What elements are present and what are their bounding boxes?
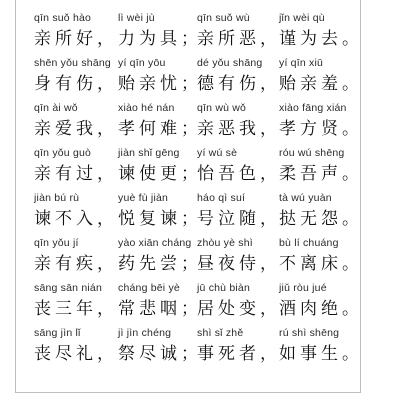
pinyin-phrase: cháng bēi yè	[118, 282, 180, 294]
hanzi-phrase: 亲有疾，	[34, 254, 118, 274]
pinyin-phrase: qīn wù wǒ	[197, 102, 247, 114]
hanzi-phrase: 德有伤，	[197, 74, 281, 94]
pinyin-phrase: sāng sān nián	[34, 282, 102, 294]
pinyin-phrase: yí qīn xiū	[279, 57, 324, 69]
hanzi-phrase: 亲所恶，	[197, 29, 281, 49]
verse-line-3	[34, 102, 363, 144]
verse-line-8	[34, 327, 363, 369]
verse-line-2	[34, 57, 363, 99]
pinyin-phrase: háo qì suí	[197, 192, 246, 204]
hanzi-phrase: 柔吾声。	[279, 164, 363, 184]
pinyin-phrase: jiàn bú rù	[34, 192, 80, 204]
pinyin-phrase: xiào fāng xián	[279, 102, 347, 114]
pinyin-phrase: jū chù biàn	[197, 282, 250, 294]
hanzi-phrase: 亲所好，	[34, 29, 118, 49]
hanzi-phrase: 谏使更；	[118, 164, 202, 184]
hanzi-phrase: 昼夜侍，	[197, 254, 281, 274]
hanzi-phrase: 不离床。	[279, 254, 363, 274]
hanzi-phrase: 丧尽礼，	[34, 344, 118, 364]
hanzi-phrase: 祭尽诚；	[118, 344, 202, 364]
pinyin-phrase: sāng jìn lǐ	[34, 327, 81, 339]
hanzi-phrase: 如事生。	[279, 344, 363, 364]
verse-line-6	[34, 237, 363, 279]
verse-line-4	[34, 147, 363, 189]
hanzi-phrase: 酒肉绝。	[279, 299, 363, 319]
pinyin-phrase: jiàn shǐ gēng	[118, 147, 180, 159]
hanzi-phrase: 贻亲忧；	[118, 74, 202, 94]
pinyin-phrase: tà wú yuàn	[279, 192, 332, 204]
hanzi-phrase: 身有伤，	[34, 74, 118, 94]
pinyin-phrase: rú shì shēng	[279, 327, 340, 339]
pinyin-phrase: yí qīn yōu	[118, 57, 166, 69]
pinyin-phrase: zhòu yè shì	[197, 237, 253, 249]
pinyin-phrase: jì jìn chéng	[118, 327, 172, 339]
pinyin-phrase: qīn yǒu jí	[34, 237, 79, 249]
pinyin-phrase: bù lí chuáng	[279, 237, 339, 249]
pinyin-phrase: shēn yǒu shāng	[34, 57, 111, 69]
hanzi-phrase: 挞无怨。	[279, 209, 363, 229]
pinyin-phrase: yuè fù jiàn	[118, 192, 169, 204]
verse-line-5	[34, 192, 363, 234]
pinyin-phrase: xiào hé nán	[118, 102, 175, 114]
pinyin-phrase: jǐn wèi qù	[279, 12, 325, 24]
pinyin-phrase: shì sǐ zhě	[197, 327, 244, 339]
hanzi-phrase: 孝方贤。	[279, 119, 363, 139]
hanzi-phrase: 孝何难；	[118, 119, 202, 139]
hanzi-phrase: 亲有过，	[34, 164, 118, 184]
pinyin-phrase: jiǔ ròu jué	[279, 282, 327, 294]
hanzi-phrase: 力为具；	[118, 29, 202, 49]
hanzi-phrase: 贻亲羞。	[279, 74, 363, 94]
hanzi-phrase: 谨为去。	[279, 29, 363, 49]
pinyin-phrase: qīn suǒ wù	[197, 12, 250, 24]
hanzi-phrase: 悦复谏；	[118, 209, 202, 229]
pinyin-phrase: qīn suǒ hào	[34, 12, 92, 24]
hanzi-phrase: 常悲咽；	[118, 299, 202, 319]
pinyin-phrase: lì wèi jù	[118, 12, 155, 24]
pinyin-phrase: dé yǒu shāng	[197, 57, 263, 69]
hanzi-phrase: 怡吾色，	[197, 164, 281, 184]
hanzi-phrase: 事死者，	[197, 344, 281, 364]
hanzi-phrase: 谏不入，	[34, 209, 118, 229]
hanzi-phrase: 号泣随，	[197, 209, 281, 229]
pinyin-phrase: yào xiān cháng	[118, 237, 192, 249]
hanzi-phrase: 丧三年，	[34, 299, 118, 319]
pinyin-phrase: róu wú shēng	[279, 147, 345, 159]
verse-line-1	[34, 12, 363, 54]
hanzi-phrase: 药先尝；	[118, 254, 202, 274]
verse-line-7	[34, 282, 363, 324]
hanzi-phrase: 亲恶我，	[197, 119, 281, 139]
pinyin-phrase: qīn ài wǒ	[34, 102, 78, 114]
pinyin-phrase: qīn yǒu guò	[34, 147, 92, 159]
pinyin-phrase: yí wú sè	[197, 147, 238, 159]
hanzi-phrase: 亲爱我，	[34, 119, 118, 139]
hanzi-phrase: 居处变，	[197, 299, 281, 319]
